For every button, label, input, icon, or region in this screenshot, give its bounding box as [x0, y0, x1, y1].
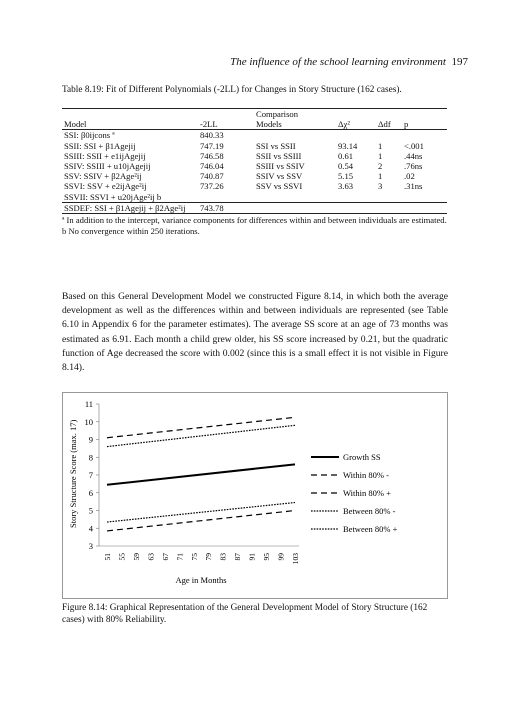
y-axis-label: Story Structure Score (max. 17)	[68, 419, 78, 528]
table-cell-dchi: 3.63	[338, 181, 354, 192]
table-cell-cmp: SSI vs SSII	[256, 140, 296, 151]
table-cell-ll: 747.19	[200, 140, 224, 151]
table-cell-cmp: SSV vs SSVI	[256, 181, 303, 192]
legend-label: Between 80% +	[343, 524, 398, 534]
series-line	[107, 464, 295, 484]
table-cell-model: SSV: SSIV + β2Age²ij	[64, 171, 142, 182]
table-caption: Table 8.19: Fit of Different Polynomials (-2LL) for Changes in Story Structure (162 cases).	[62, 85, 402, 95]
table-cell-p: .76ns	[404, 161, 423, 172]
table-row	[62, 192, 447, 203]
y-tick-label: 10	[84, 416, 93, 427]
table-cell-ll: 746.58	[200, 150, 224, 161]
table-cell-cmp	[254, 192, 336, 203]
table-cell-dchi: 0.54	[338, 161, 354, 172]
table-cell-dchi	[336, 202, 376, 213]
polynomial-fit-table	[62, 108, 447, 214]
header-title: The influence of the school learning environment	[230, 56, 446, 68]
table-cell-p	[402, 202, 447, 213]
col-p: p	[404, 119, 409, 130]
table-cell-p	[402, 130, 447, 141]
table-cell-dchi	[336, 130, 376, 141]
table-row	[62, 171, 447, 181]
table-row	[62, 141, 447, 151]
series-line	[107, 425, 295, 446]
x-tick-label: 83	[218, 553, 228, 561]
table-cell-model: SSI: β0ijcons ª	[62, 130, 198, 141]
table-row	[62, 130, 447, 141]
table-cell-ddf	[376, 130, 402, 141]
table-cell-cmp: SSII vs SSIII	[256, 150, 302, 161]
table-cell-ll: 840.33	[198, 130, 254, 141]
y-tick-label: 9	[88, 434, 93, 445]
table-cell-ddf: 1	[378, 150, 383, 161]
table-cell-ll: 746.04	[200, 161, 224, 172]
table-cell-model: SSVI: SSV + e2ijAge²ij	[64, 181, 147, 192]
x-tick-label: 63	[146, 553, 156, 561]
running-header	[230, 56, 468, 68]
y-tick-label: 4	[88, 523, 93, 534]
table-cell-cmp: SSIII vs SSIV	[256, 161, 305, 172]
legend-label: Between 80% -	[343, 506, 396, 516]
legend-label: Growth SS	[343, 452, 381, 462]
table-cell-model: SSIII: SSII + e1ijAgejij	[64, 150, 146, 161]
table-cell-dchi: 93.14	[338, 140, 358, 151]
y-tick-label: 6	[88, 487, 93, 498]
table-row	[62, 151, 447, 161]
table-cell-model: SSII: SSI + β1Agejij	[64, 140, 136, 151]
table-cell-ddf: 1	[378, 171, 383, 182]
table-cell-ll: 737.26	[200, 181, 224, 192]
table-cell-cmp	[254, 130, 336, 141]
table-cell-cmp	[254, 202, 336, 213]
y-tick-label: 11	[84, 399, 93, 409]
x-tick-label: 51	[103, 553, 112, 561]
x-tick-label: 87	[233, 553, 243, 561]
y-tick-label: 3	[88, 541, 93, 551]
table-row	[62, 161, 447, 171]
page-number: 197	[451, 56, 468, 68]
table-cell-cmp: SSIV vs SSV	[256, 171, 303, 182]
legend-label: Within 80% -	[343, 470, 389, 480]
growth-chart	[63, 393, 447, 598]
x-tick-label: 67	[160, 553, 170, 561]
table-cell-model: SSIV: SSIII + u10jAgejij	[64, 161, 151, 172]
table-cell-p: .44ns	[404, 150, 423, 161]
series-line	[107, 503, 295, 523]
x-tick-label: 103	[291, 553, 300, 565]
table-cell-p: <.001	[404, 140, 424, 151]
table-cell-ll: 743.78	[198, 202, 254, 213]
x-tick-label: 95	[262, 553, 272, 561]
table-cell-ddf	[376, 192, 402, 203]
x-tick-label: 55	[117, 553, 127, 561]
body-paragraph: Based on this General Development Model we constructed Figure 8.14, in which both the average development as well as the differences within and between individuals are represented (see Table 6.10 in Appendix 6 for the parameter estimates). The average SS score at an age of 73 months was estimated as 6.91. Each month a child grew older, his SS score increased by 0.21, but the quadratic function of Age decreased the score with 0.002 (since this is a small effect it is not visible in Figure 8.14).	[62, 291, 448, 374]
series-line	[107, 511, 295, 531]
table-cell-ddf: 2	[378, 161, 383, 172]
table-cell-p	[402, 192, 447, 203]
comparison-header: Comparison	[254, 109, 336, 120]
y-tick-label: 7	[88, 470, 93, 480]
col-dchi: Δχ²	[338, 119, 350, 130]
y-tick-label: 5	[88, 505, 93, 516]
x-tick-label: 71	[175, 553, 185, 561]
x-tick-label: 99	[276, 553, 286, 561]
x-tick-label: 75	[189, 553, 199, 561]
table-cell-ll	[198, 192, 254, 203]
table-cell-p: .31ns	[404, 181, 423, 192]
table-cell-model: SSVII: SSVI + u20jAge²ij b	[64, 191, 162, 202]
col-model: Model	[64, 119, 87, 130]
table-cell-model: SSDEF: SSI + β1Agejij + β2Age²ij	[62, 202, 198, 213]
x-axis-label: Age in Months	[175, 575, 227, 585]
y-tick-label: 8	[88, 452, 93, 463]
figure-caption: Figure 8.14: Graphical Representation of the General Development Model of Story Structure (162 cases) with 80% Reliability.	[62, 603, 428, 625]
col-ddf: Δdf	[378, 119, 391, 130]
col-models: Models	[256, 119, 282, 130]
table-cell-ll: 740.87	[200, 171, 224, 182]
table-cell-dchi: 5.15	[338, 171, 354, 182]
table-cell-dchi: 0.61	[338, 150, 354, 161]
footnote-b: b No convergence within 250 iterations.	[62, 225, 200, 236]
x-tick-label: 91	[247, 553, 257, 561]
table-cell-ddf: 1	[378, 140, 383, 151]
table-cell-ddf: 3	[378, 181, 383, 192]
x-tick-label: 59	[131, 553, 141, 561]
figure-frame	[62, 392, 448, 599]
series-line	[107, 417, 295, 437]
table-cell-p: .02	[404, 171, 415, 182]
table-cell-ddf	[376, 202, 402, 213]
table-cell-dchi	[336, 192, 376, 203]
table-row	[62, 202, 447, 213]
col-ll: -2LL	[200, 119, 218, 130]
table-footnotes	[62, 215, 447, 236]
footnote-a: ª In addition to the intercept, variance components for differences within and between individuals are estimated.	[62, 215, 447, 225]
legend-label: Within 80% +	[343, 488, 391, 498]
table-row	[62, 181, 447, 191]
x-tick-label: 79	[204, 553, 214, 561]
